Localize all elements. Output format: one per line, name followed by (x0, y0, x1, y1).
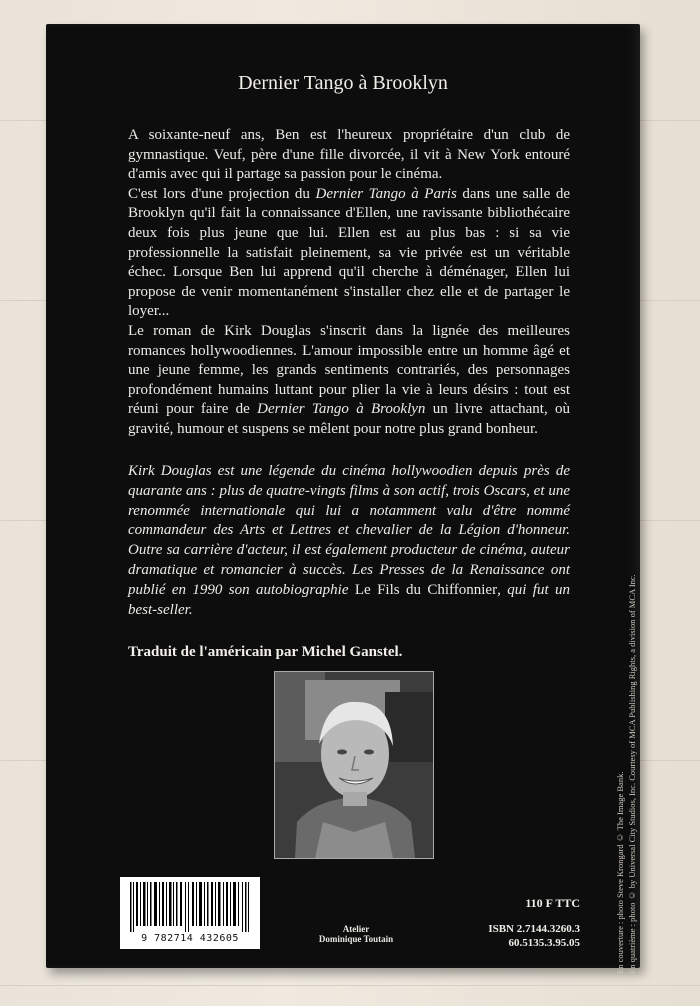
price: 110 F TTC (525, 896, 580, 910)
publisher-credit (286, 924, 426, 944)
synopsis-text: dans une salle de Brooklyn qu'il fait la connaissance d'Ellen, une ravissante bibliothécaire deux fois plus jeune que lui. Ellen est au plus bas : si sa vie professionnelle la satisfait pleinement, sa vie privée est un véritable échec. Lorsque Ben lui apprend qu'il cherche à déménager, Ellen lui propose de venir momentanément s'installer chez elle et de partager le loyer... (128, 185, 571, 320)
author-portrait-image (275, 672, 433, 858)
catalog-code: 60.5135.3.95.05 (508, 937, 580, 949)
novel-title: Dernier Tango à Brooklyn (257, 401, 426, 418)
synopsis-paragraph-3 (128, 322, 570, 440)
synopsis-text: C'est lors d'une projection du (128, 185, 316, 202)
author-photo (274, 671, 434, 859)
book-back-cover (46, 24, 640, 974)
synopsis-text: un livre attachant, où gravité, humour et suspens se mêlent pour notre plus grand bonheur. (128, 401, 570, 437)
synopsis-text: Le roman de Kirk Douglas s'inscrit dans la lignée des meilleures romances hollywoodiennes. L'amour impossible entre un homme âgé et une jeune femme, les grands sentiments contrariés, des personnages profondément humains luttant pour plier la vie à leurs désirs : tout est réuni pour faire de (128, 322, 570, 418)
synopsis-paragraph-1: A soixante-neuf ans, Ben est l'heureux propriétaire d'un club de gymnastique. Veuf, père d'une fille divorcée, il vit à New York entouré d'amis avec qui il partage sa passion pour le cinéma. (128, 127, 570, 183)
publisher-line-1: Atelier (342, 924, 370, 934)
film-title: Dernier Tango à Paris (315, 185, 457, 202)
barcode-number: 9 782714 432605 (141, 933, 239, 944)
isbn-block (456, 922, 580, 950)
bio-text: Kirk Douglas est une légende du cinéma hollywoodien depuis près de quarante ans : plus de quatre-vingts films à son actif, trois Oscars, et une renommée internationale qui lui a notamment valu d'être nommé commandeur des Arts et Lettres et chevalier de la Légion d'honneur. Outre sa carrière d'acteur, il est également producteur de cinéma, auteur dramatique et romancier à succès. Les Presses de la Renaissance ont publié en 1990 son autobiographie (128, 463, 570, 598)
cover-photo-credit: En couverture : photo Steve Krongard © The Image Bank. (615, 771, 625, 974)
bio-paragraph (128, 462, 570, 620)
bio-text: , qui fut un best-seller. (128, 581, 570, 618)
translator-credit: Traduit de l'américain par Michel Ganstel. (128, 644, 403, 660)
isbn-barcode (120, 877, 260, 949)
barcode-bars (128, 882, 252, 932)
synopsis (128, 126, 570, 440)
back-photo-credit: En quatrième : photo © by Universal City Studios, Inc. Courtesy of MCA Publishing Rights, a division of MCA Inc. (627, 574, 637, 974)
publisher-line-2: Dominique Toutain (318, 934, 394, 944)
autobiography-title: Le Fils du Chiffonnier (354, 581, 498, 598)
isbn-number: ISBN 2.7144.3260.3 (488, 923, 580, 935)
synopsis-paragraph-2 (128, 185, 570, 322)
author-bio (128, 462, 570, 620)
floor-line (0, 985, 700, 986)
book-title: Dernier Tango à Brooklyn (238, 72, 448, 94)
